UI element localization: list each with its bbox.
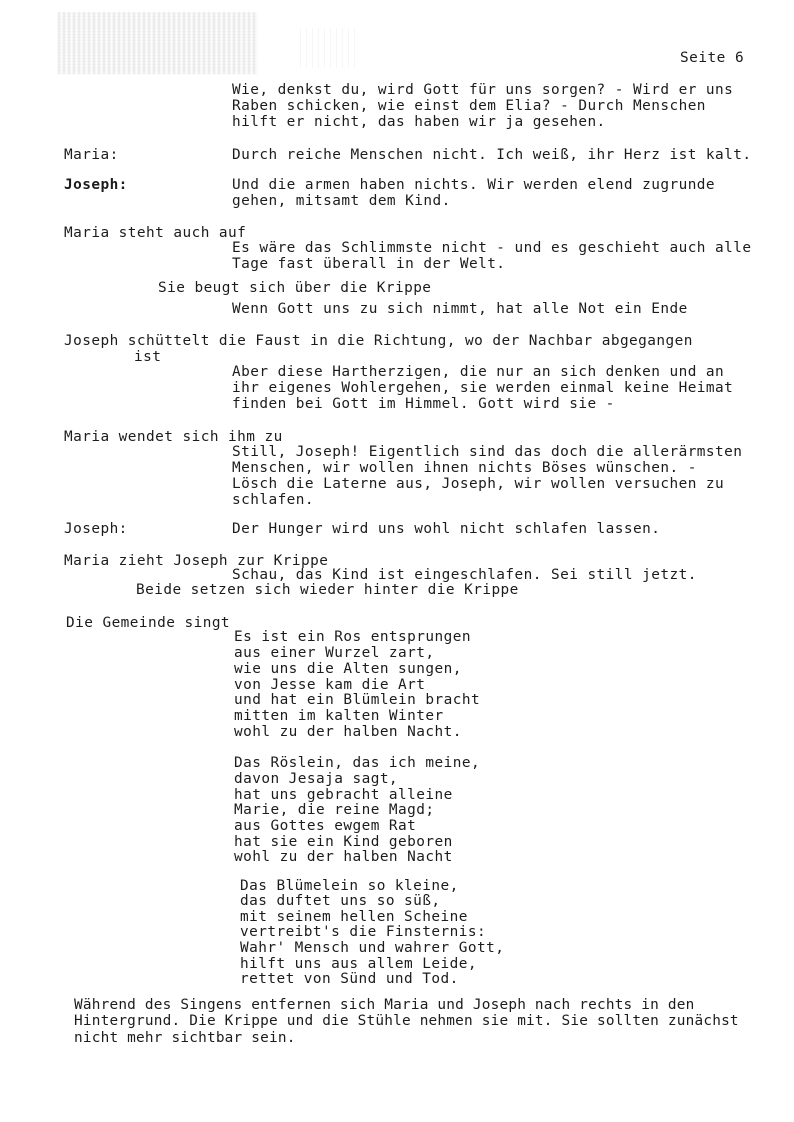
hymn-line: mit seinem hellen Scheine [240, 909, 468, 925]
hymn-line: rettet von Sünd und Tod. [240, 971, 459, 987]
hymn-line: hat sie ein Kind geboren [234, 834, 453, 850]
hymn-line: wohl zu der halben Nacht. [234, 724, 462, 740]
dialogue-line: Lösch die Laterne aus, Joseph, wir wollen versuchen zu [232, 476, 725, 492]
dialogue-line: Raben schicken, wie einst dem Elia? - Durch Menschen [232, 98, 706, 114]
hymn-line: mitten im kalten Winter [234, 708, 444, 724]
hymn-line: davon Jesaja sagt, [234, 771, 399, 787]
page-number: Seite 6 [680, 50, 745, 66]
dialogue-line: Menschen, wir wollen ihnen nichts Böses wünschen. - [232, 460, 697, 476]
hymn-line: und hat ein Blümlein bracht [234, 692, 481, 708]
hymn-line: das duftet uns so süß, [240, 893, 441, 909]
hymn-line: vertreibt's die Finsternis: [240, 924, 487, 940]
dialogue-line: finden bei Gott im Himmel. Gott wird sie - [232, 396, 615, 412]
speaker-joseph: Joseph: [64, 521, 128, 537]
stage-direction: Maria zieht Joseph zur Krippe [64, 553, 329, 569]
stage-direction: Maria steht auch auf [64, 225, 247, 241]
speaker-maria: Maria: [64, 147, 119, 163]
hymn-line: Wahr' Mensch und wahrer Gott, [240, 940, 505, 956]
hymn-line: wohl zu der halben Nacht [234, 849, 453, 865]
hymn-line: hat uns gebracht alleine [234, 787, 453, 803]
dialogue-line: schlafen. [232, 492, 315, 508]
hymn-line: Das Röslein, das ich meine, [234, 755, 481, 771]
hymn-line: hilft uns aus allem Leide, [240, 956, 477, 972]
dialogue-line: Wenn Gott uns zu sich nimmt, hat alle Not ein Ende [232, 301, 688, 317]
closing-direction: Während des Singens entfernen sich Maria und Joseph nach rechts in den [74, 997, 695, 1013]
hymn-line: Das Blümelein so kleine, [240, 878, 459, 894]
dialogue-line: Schau, das Kind ist eingeschlafen. Sei still jetzt. [232, 567, 697, 583]
hymn-line: wie uns die Alten sungen, [234, 661, 462, 677]
hymn-line: Marie, die reine Magd; [234, 802, 435, 818]
scan-smudge [58, 12, 258, 74]
dialogue-line: hilft er nicht, das haben wir ja gesehen. [232, 114, 606, 130]
dialogue-line: Aber diese Hartherzigen, die nur an sich denken und an [232, 364, 725, 380]
stage-direction: Maria wendet sich ihm zu [64, 429, 283, 445]
dialogue-line: Es wäre das Schlimmste nicht - und es geschieht auch alle [232, 240, 752, 256]
dialogue-line: Tage fast überall in der Welt. [232, 256, 506, 272]
dialogue-line: ihr eigenes Wohlergehen, sie werden einmal keine Heimat [232, 380, 734, 396]
dialogue-line: Und die armen haben nichts. Wir werden elend zugrunde [232, 177, 716, 193]
stage-direction: ist [134, 349, 162, 365]
stage-direction: Joseph schüttelt die Faust in die Richtung, wo der Nachbar abgegangen [64, 333, 693, 349]
hymn-line: aus Gottes ewgem Rat [234, 818, 417, 834]
dialogue-line: Still, Joseph! Eigentlich sind das doch die allerärmsten [232, 444, 743, 460]
stage-direction: Beide setzen sich wieder hinter die Krippe [136, 582, 519, 598]
hymn-line: von Jesse kam die Art [234, 677, 426, 693]
dialogue-line: Wie, denkst du, wird Gott für uns sorgen? - Wird er uns [232, 82, 734, 98]
dialogue-line: Der Hunger wird uns wohl nicht schlafen lassen. [232, 521, 661, 537]
stage-direction: Sie beugt sich über die Krippe [158, 280, 432, 296]
hymn-line: Es ist ein Ros entsprungen [234, 629, 471, 645]
dialogue-line: gehen, mitsamt dem Kind. [232, 193, 451, 209]
stage-direction: Die Gemeinde singt [66, 615, 231, 631]
hymn-line: aus einer Wurzel zart, [234, 645, 435, 661]
dialogue-line: Durch reiche Menschen nicht. Ich weiß, ihr Herz ist kalt. [232, 147, 752, 163]
speaker-joseph: Joseph: [64, 177, 128, 193]
closing-direction: Hintergrund. Die Krippe und die Stühle nehmen sie mit. Sie sollten zunächst [74, 1013, 739, 1029]
closing-direction: nicht mehr sichtbar sein. [74, 1030, 296, 1046]
scan-smudge-secondary [300, 28, 360, 68]
